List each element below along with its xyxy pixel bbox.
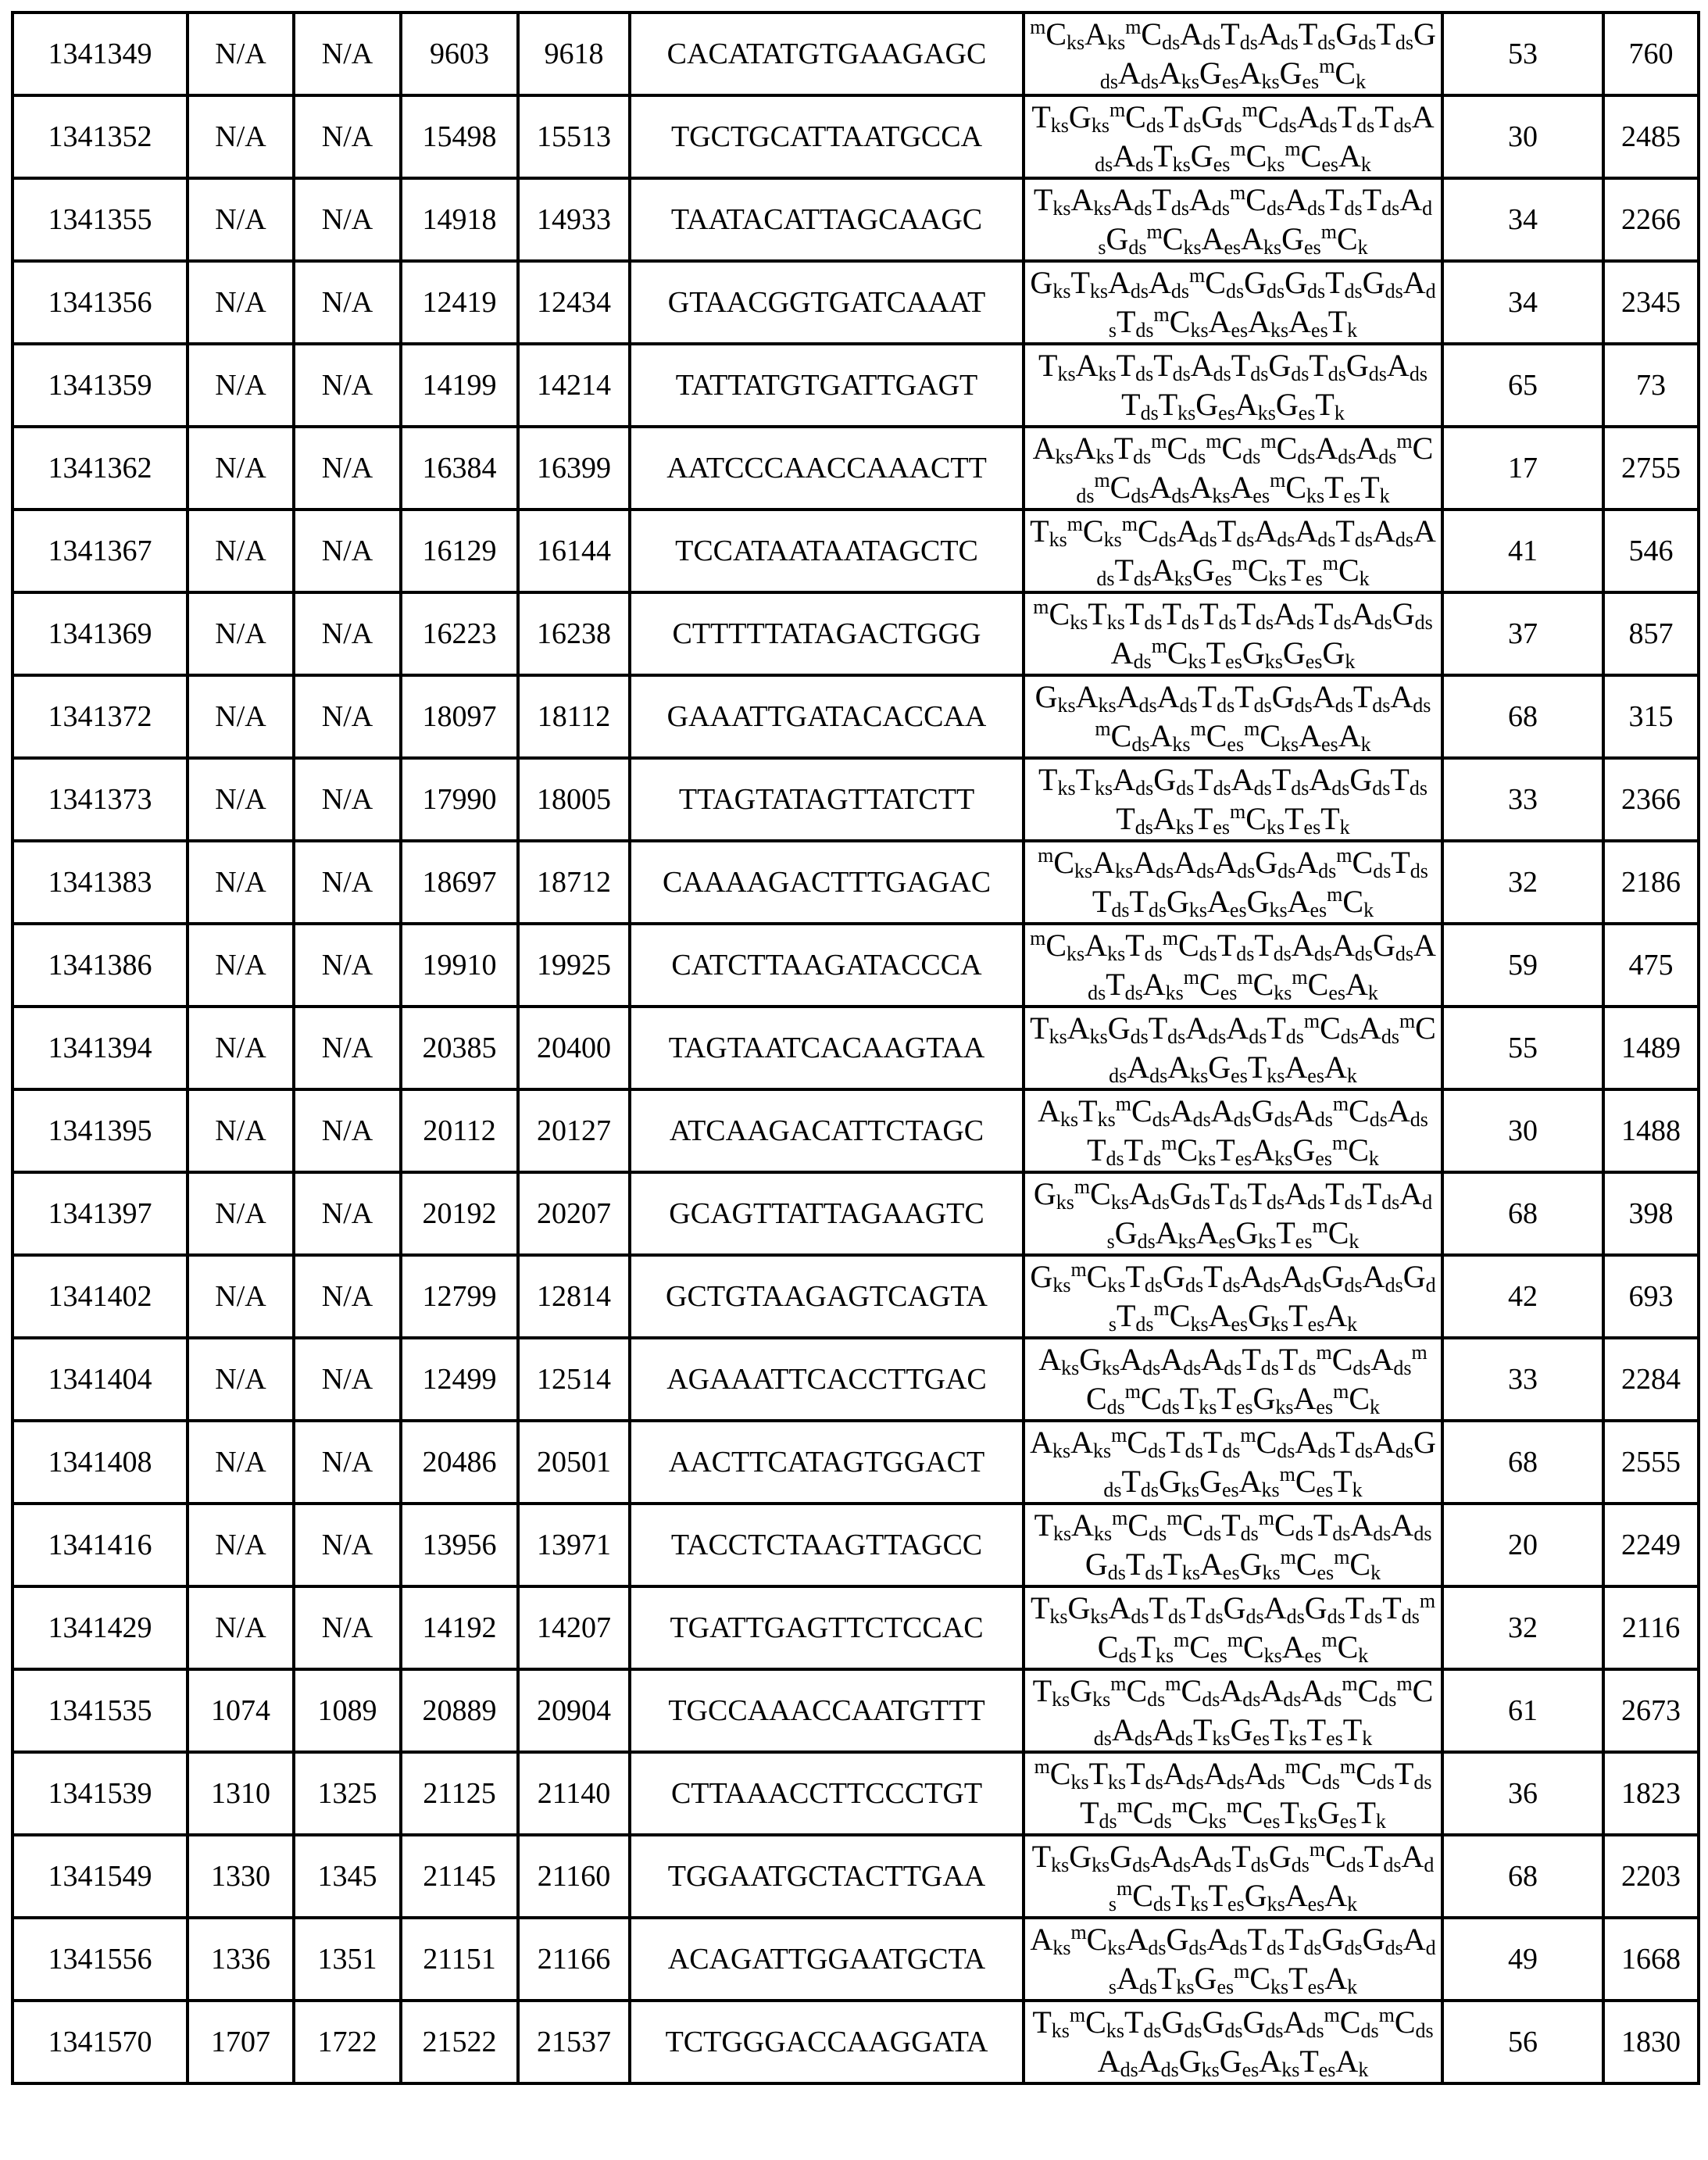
stop-site-2-cell: 12514 [518,1338,630,1421]
start-site-1-cell: N/A [188,841,294,924]
sequence-cell: CTTAAACCTTCCCTGT [630,1752,1024,1835]
compound-id-cell: 1341395 [13,1089,188,1172]
stop-site-2-cell: 20501 [518,1421,630,1504]
value-1-cell: 37 [1442,592,1603,675]
compound-id-cell: 1341429 [13,1586,188,1669]
value-2-cell: 2186 [1603,841,1699,924]
compound-id-cell: 1341359 [13,344,188,427]
compound-id-cell: 1341383 [13,841,188,924]
start-site-1-cell: 1310 [188,1752,294,1835]
compound-id-cell: 1341386 [13,924,188,1007]
start-site-2-cell: 20486 [401,1421,518,1504]
start-site-1-cell: N/A [188,13,294,95]
value-1-cell: 53 [1442,13,1603,95]
start-site-2-cell: 12499 [401,1338,518,1421]
start-site-1-cell: N/A [188,1172,294,1255]
table-row [13,2001,1699,2083]
table-row [13,261,1699,344]
sequence-cell: CATCTTAAGATACCCA [630,924,1024,1007]
value-2-cell: 760 [1603,13,1699,95]
stop-site-2-cell: 15513 [518,95,630,178]
stop-site-2-cell: 21166 [518,1918,630,2001]
start-site-1-cell: 1330 [188,1835,294,1918]
stop-site-1-cell: N/A [294,261,401,344]
table-row [13,1421,1699,1504]
start-site-1-cell: N/A [188,178,294,261]
start-site-1-cell: N/A [188,95,294,178]
sequence-cell: GTAACGGTGATCAAAT [630,261,1024,344]
value-2-cell: 2755 [1603,427,1699,510]
table-row [13,1918,1699,2001]
sequence-cell: TACCTCTAAGTTAGCC [630,1504,1024,1586]
value-2-cell: 1823 [1603,1752,1699,1835]
start-site-2-cell: 12799 [401,1255,518,1338]
sequence-cell: ATCAAGACATTCTAGC [630,1089,1024,1172]
compound-id-cell: 1341397 [13,1172,188,1255]
start-site-1-cell: N/A [188,1338,294,1421]
start-site-2-cell: 14192 [401,1586,518,1669]
compound-id-cell: 1341408 [13,1421,188,1504]
value-2-cell: 693 [1603,1255,1699,1338]
start-site-2-cell: 16129 [401,510,518,592]
start-site-1-cell: 1336 [188,1918,294,2001]
stop-site-1-cell: N/A [294,841,401,924]
chemistry-notation-cell: TksTksAdsGdsTdsAdsTdsAdsGdsTdsTdsAksTesmCksTesTk [1024,758,1442,841]
value-1-cell: 65 [1442,344,1603,427]
sequence-cell: TTAGTATAGTTATCTT [630,758,1024,841]
start-site-2-cell: 16384 [401,427,518,510]
start-site-2-cell: 19910 [401,924,518,1007]
chemistry-notation-cell: TksAksTdsTdsAdsTdsGdsTdsGdsAdsTdsTksGesAksGesTk [1024,344,1442,427]
chemistry-notation-cell: GksAksAdsAdsTdsTdsGdsAdsTdsAdsmCdsAksmCesmCksAesAk [1024,675,1442,758]
compound-id-cell: 1341570 [13,2001,188,2083]
chemistry-notation-cell: TksAksGdsTdsAdsAdsTdsmCdsAdsmCdsAdsAksGesTksAesAk [1024,1007,1442,1089]
stop-site-1-cell: 1722 [294,2001,401,2083]
table-row [13,95,1699,178]
value-2-cell: 546 [1603,510,1699,592]
stop-site-2-cell: 14214 [518,344,630,427]
stop-site-2-cell: 13971 [518,1504,630,1586]
value-1-cell: 68 [1442,1421,1603,1504]
start-site-2-cell: 17990 [401,758,518,841]
sequence-cell: AATCCCAACCAAACTT [630,427,1024,510]
compound-id-cell: 1341356 [13,261,188,344]
sequence-cell: GAAATTGATACACCAA [630,675,1024,758]
sequence-cell: TGCCAAACCAATGTTT [630,1669,1024,1752]
value-2-cell: 1830 [1603,2001,1699,2083]
table-row [13,1586,1699,1669]
sequence-cell: AGAAATTCACCTTGAC [630,1338,1024,1421]
stop-site-1-cell: N/A [294,95,401,178]
start-site-1-cell: N/A [188,1504,294,1586]
chemistry-notation-cell: mCksTksTdsTdsTdsTdsAdsTdsAdsGdsAdsmCksTesGksGesGk [1024,592,1442,675]
compound-id-cell: 1341416 [13,1504,188,1586]
table-row [13,13,1699,95]
stop-site-1-cell: 1345 [294,1835,401,1918]
chemistry-notation-cell: TksmCksmCdsAdsTdsAdsAdsTdsAdsAdsTdsAksGesmCksTesmCk [1024,510,1442,592]
value-2-cell: 2249 [1603,1504,1699,1586]
chemistry-notation-cell: TksmCksTdsGdsGdsGdsAdsmCdsmCdsAdsAdsGksGesAksTesAk [1024,2001,1442,2083]
stop-site-2-cell: 9618 [518,13,630,95]
sequence-cell: TGGAATGCTACTTGAA [630,1835,1024,1918]
value-1-cell: 32 [1442,1586,1603,1669]
stop-site-1-cell: 1351 [294,1918,401,2001]
value-2-cell: 1488 [1603,1089,1699,1172]
value-2-cell: 2203 [1603,1835,1699,1918]
value-1-cell: 55 [1442,1007,1603,1089]
table-row [13,178,1699,261]
value-2-cell: 2266 [1603,178,1699,261]
chemistry-notation-cell: TksGksAdsTdsTdsGdsAdsGdsTdsTdsmCdsTksmCesmCksAesmCk [1024,1586,1442,1669]
value-1-cell: 33 [1442,758,1603,841]
chemistry-notation-cell: GksTksAdsAdsmCdsGdsGdsTdsGdsAdsTdsmCksAesAksAesTk [1024,261,1442,344]
value-1-cell: 68 [1442,1835,1603,1918]
compound-id-cell: 1341349 [13,13,188,95]
value-2-cell: 2366 [1603,758,1699,841]
value-1-cell: 61 [1442,1669,1603,1752]
stop-site-2-cell: 19925 [518,924,630,1007]
start-site-1-cell: N/A [188,344,294,427]
chemistry-notation-cell: TksGksmCdsmCdsAdsAdsAdsmCdsmCdsAdsAdsTksGesTksTesTk [1024,1669,1442,1752]
table-row [13,1007,1699,1089]
table-row [13,344,1699,427]
stop-site-1-cell: 1089 [294,1669,401,1752]
start-site-2-cell: 21125 [401,1752,518,1835]
stop-site-1-cell: N/A [294,178,401,261]
value-1-cell: 34 [1442,178,1603,261]
stop-site-1-cell: N/A [294,1089,401,1172]
value-1-cell: 20 [1442,1504,1603,1586]
start-site-1-cell: 1707 [188,2001,294,2083]
start-site-1-cell: N/A [188,1255,294,1338]
value-1-cell: 68 [1442,675,1603,758]
start-site-2-cell: 21522 [401,2001,518,2083]
stop-site-2-cell: 21160 [518,1835,630,1918]
start-site-2-cell: 14918 [401,178,518,261]
stop-site-2-cell: 14207 [518,1586,630,1669]
start-site-1-cell: N/A [188,1089,294,1172]
start-site-2-cell: 20192 [401,1172,518,1255]
stop-site-2-cell: 18112 [518,675,630,758]
value-1-cell: 42 [1442,1255,1603,1338]
stop-site-2-cell: 14933 [518,178,630,261]
compound-id-cell: 1341362 [13,427,188,510]
stop-site-1-cell: N/A [294,1421,401,1504]
table-row [13,510,1699,592]
stop-site-2-cell: 16238 [518,592,630,675]
sequence-cell: CTTTTTATAGACTGGG [630,592,1024,675]
start-site-2-cell: 21151 [401,1918,518,2001]
stop-site-1-cell: 1325 [294,1752,401,1835]
sequence-cell: AACTTCATAGTGGACT [630,1421,1024,1504]
start-site-2-cell: 20112 [401,1089,518,1172]
sequence-cell: CAAAAGACTTTGAGAC [630,841,1024,924]
chemistry-notation-cell: mCksAksmCdsAdsTdsAdsTdsGdsTdsGdsAdsAksGesAksGesmCk [1024,13,1442,95]
table-row [13,1255,1699,1338]
start-site-1-cell: N/A [188,261,294,344]
start-site-2-cell: 20385 [401,1007,518,1089]
stop-site-1-cell: N/A [294,1007,401,1089]
start-site-2-cell: 20889 [401,1669,518,1752]
value-1-cell: 68 [1442,1172,1603,1255]
compound-id-cell: 1341355 [13,178,188,261]
start-site-1-cell: N/A [188,510,294,592]
start-site-1-cell: N/A [188,592,294,675]
value-2-cell: 2116 [1603,1586,1699,1669]
table-row [13,924,1699,1007]
sequence-cell: GCAGTTATTAGAAGTC [630,1172,1024,1255]
sequence-cell: TGCTGCATTAATGCCA [630,95,1024,178]
value-1-cell: 49 [1442,1918,1603,2001]
compound-id-cell: 1341404 [13,1338,188,1421]
start-site-2-cell: 12419 [401,261,518,344]
stop-site-2-cell: 18712 [518,841,630,924]
value-2-cell: 2485 [1603,95,1699,178]
stop-site-2-cell: 21537 [518,2001,630,2083]
table-row [13,1089,1699,1172]
stop-site-1-cell: N/A [294,427,401,510]
sequence-cell: TATTATGTGATTGAGT [630,344,1024,427]
stop-site-2-cell: 16399 [518,427,630,510]
table-row [13,841,1699,924]
chemistry-notation-cell: mCksTksTdsAdsAdsAdsmCdsmCdsTdsTdsmCdsmCksmCesTksGesTk [1024,1752,1442,1835]
value-1-cell: 36 [1442,1752,1603,1835]
chemistry-notation-cell: AksAksTdsmCdsmCdsmCdsAdsAdsmCdsmCdsAdsAksAesmCksTesTk [1024,427,1442,510]
chemistry-notation-cell: TksGksmCdsTdsGdsmCdsAdsTdsTdsAdsAdsTksGesmCksmCesAk [1024,95,1442,178]
stop-site-1-cell: N/A [294,1338,401,1421]
compound-id-cell: 1341369 [13,592,188,675]
stop-site-1-cell: N/A [294,675,401,758]
value-1-cell: 32 [1442,841,1603,924]
sequence-cell: TAATACATTAGCAAGC [630,178,1024,261]
start-site-1-cell: N/A [188,427,294,510]
stop-site-1-cell: N/A [294,1586,401,1669]
stop-site-1-cell: N/A [294,1172,401,1255]
table-row [13,758,1699,841]
value-1-cell: 33 [1442,1338,1603,1421]
chemistry-notation-cell: AksTksmCdsAdsAdsGdsAdsmCdsAdsTdsTdsmCksTesAksGesmCk [1024,1089,1442,1172]
table-row [13,1752,1699,1835]
table-row [13,1338,1699,1421]
start-site-2-cell: 18097 [401,675,518,758]
chemistry-notation-cell: TksGksGdsAdsAdsTdsGdsmCdsTdsAdsmCdsTksTesGksAesAk [1024,1835,1442,1918]
stop-site-2-cell: 12434 [518,261,630,344]
value-2-cell: 1668 [1603,1918,1699,2001]
compound-id-cell: 1341535 [13,1669,188,1752]
start-site-2-cell: 16223 [401,592,518,675]
sequence-cell: ACAGATTGGAATGCTA [630,1918,1024,2001]
stop-site-1-cell: N/A [294,510,401,592]
compound-id-cell: 1341373 [13,758,188,841]
chemistry-notation-cell: TksAksAdsTdsAdsmCdsAdsTdsTdsAdsGdsmCksAesAksGesmCk [1024,178,1442,261]
stop-site-2-cell: 16144 [518,510,630,592]
stop-site-1-cell: N/A [294,1255,401,1338]
stop-site-1-cell: N/A [294,592,401,675]
start-site-1-cell: N/A [188,924,294,1007]
stop-site-1-cell: N/A [294,1504,401,1586]
value-1-cell: 30 [1442,1089,1603,1172]
value-1-cell: 30 [1442,95,1603,178]
sequence-cell: CACATATGTGAAGAGC [630,13,1024,95]
compound-id-cell: 1341556 [13,1918,188,2001]
value-2-cell: 2284 [1603,1338,1699,1421]
stop-site-2-cell: 20400 [518,1007,630,1089]
sequence-cell: TAGTAATCACAAGTAA [630,1007,1024,1089]
value-1-cell: 59 [1442,924,1603,1007]
compound-id-cell: 1341352 [13,95,188,178]
value-2-cell: 1489 [1603,1007,1699,1089]
value-2-cell: 475 [1603,924,1699,1007]
value-1-cell: 56 [1442,2001,1603,2083]
value-1-cell: 41 [1442,510,1603,592]
start-site-2-cell: 15498 [401,95,518,178]
table-row [13,1504,1699,1586]
stop-site-1-cell: N/A [294,924,401,1007]
stop-site-2-cell: 21140 [518,1752,630,1835]
compound-id-cell: 1341402 [13,1255,188,1338]
value-1-cell: 34 [1442,261,1603,344]
chemistry-notation-cell: GksmCksAdsGdsTdsTdsAdsTdsTdsAdsGdsAksAesGksTesmCk [1024,1172,1442,1255]
table-row [13,675,1699,758]
stop-site-1-cell: N/A [294,758,401,841]
compound-id-cell: 1341372 [13,675,188,758]
sequence-cell: TGATTGAGTTCTCCAC [630,1586,1024,1669]
chemistry-notation-cell: mCksAksTdsmCdsTdsTdsAdsAdsGdsAdsTdsAksmCesmCksmCesAk [1024,924,1442,1007]
chemistry-notation-cell: mCksAksAdsAdsAdsGdsAdsmCdsTdsTdsTdsGksAesGksAesmCk [1024,841,1442,924]
compound-id-cell: 1341549 [13,1835,188,1918]
sequence-cell: TCCATAATAATAGCTC [630,510,1024,592]
chemistry-notation-cell: AksAksmCdsTdsTdsmCdsAdsTdsAdsGdsTdsGksGesAksmCesTk [1024,1421,1442,1504]
start-site-2-cell: 14199 [401,344,518,427]
start-site-1-cell: N/A [188,1421,294,1504]
start-site-1-cell: N/A [188,1586,294,1669]
stop-site-1-cell: N/A [294,344,401,427]
stop-site-2-cell: 12814 [518,1255,630,1338]
value-2-cell: 2555 [1603,1421,1699,1504]
table-row [13,592,1699,675]
table-row [13,1669,1699,1752]
table-row [13,1835,1699,1918]
value-2-cell: 2673 [1603,1669,1699,1752]
table-row [13,1172,1699,1255]
chemistry-notation-cell: AksGksAdsAdsAdsTdsTdsmCdsAdsmCdsmCdsTksTesGksAesmCk [1024,1338,1442,1421]
start-site-2-cell: 9603 [401,13,518,95]
start-site-1-cell: N/A [188,1007,294,1089]
start-site-2-cell: 18697 [401,841,518,924]
chemistry-notation-cell: AksmCksAdsGdsAdsTdsTdsGdsGdsAdsAdsTksGesmCksTesAk [1024,1918,1442,2001]
compound-id-cell: 1341367 [13,510,188,592]
start-site-1-cell: N/A [188,675,294,758]
start-site-2-cell: 13956 [401,1504,518,1586]
stop-site-2-cell: 20127 [518,1089,630,1172]
sequence-cell: TCTGGGACCAAGGATA [630,2001,1024,2083]
sequence-cell: GCTGTAAGAGTCAGTA [630,1255,1024,1338]
value-2-cell: 2345 [1603,261,1699,344]
table-body [13,13,1699,2083]
stop-site-2-cell: 18005 [518,758,630,841]
stop-site-1-cell: N/A [294,13,401,95]
stop-site-2-cell: 20207 [518,1172,630,1255]
value-2-cell: 315 [1603,675,1699,758]
table-row [13,427,1699,510]
chemistry-notation-cell: GksmCksTdsGdsTdsAdsAdsGdsAdsGdsTdsmCksAesGksTesAk [1024,1255,1442,1338]
value-2-cell: 398 [1603,1172,1699,1255]
value-1-cell: 17 [1442,427,1603,510]
value-2-cell: 857 [1603,592,1699,675]
stop-site-2-cell: 20904 [518,1669,630,1752]
chemistry-notation-cell: TksAksmCdsmCdsTdsmCdsTdsAdsAdsGdsTdsTksAesGksmCesmCk [1024,1504,1442,1586]
oligonucleotide-table [11,11,1700,2085]
value-2-cell: 73 [1603,344,1699,427]
start-site-1-cell: 1074 [188,1669,294,1752]
start-site-2-cell: 21145 [401,1835,518,1918]
start-site-1-cell: N/A [188,758,294,841]
compound-id-cell: 1341539 [13,1752,188,1835]
compound-id-cell: 1341394 [13,1007,188,1089]
